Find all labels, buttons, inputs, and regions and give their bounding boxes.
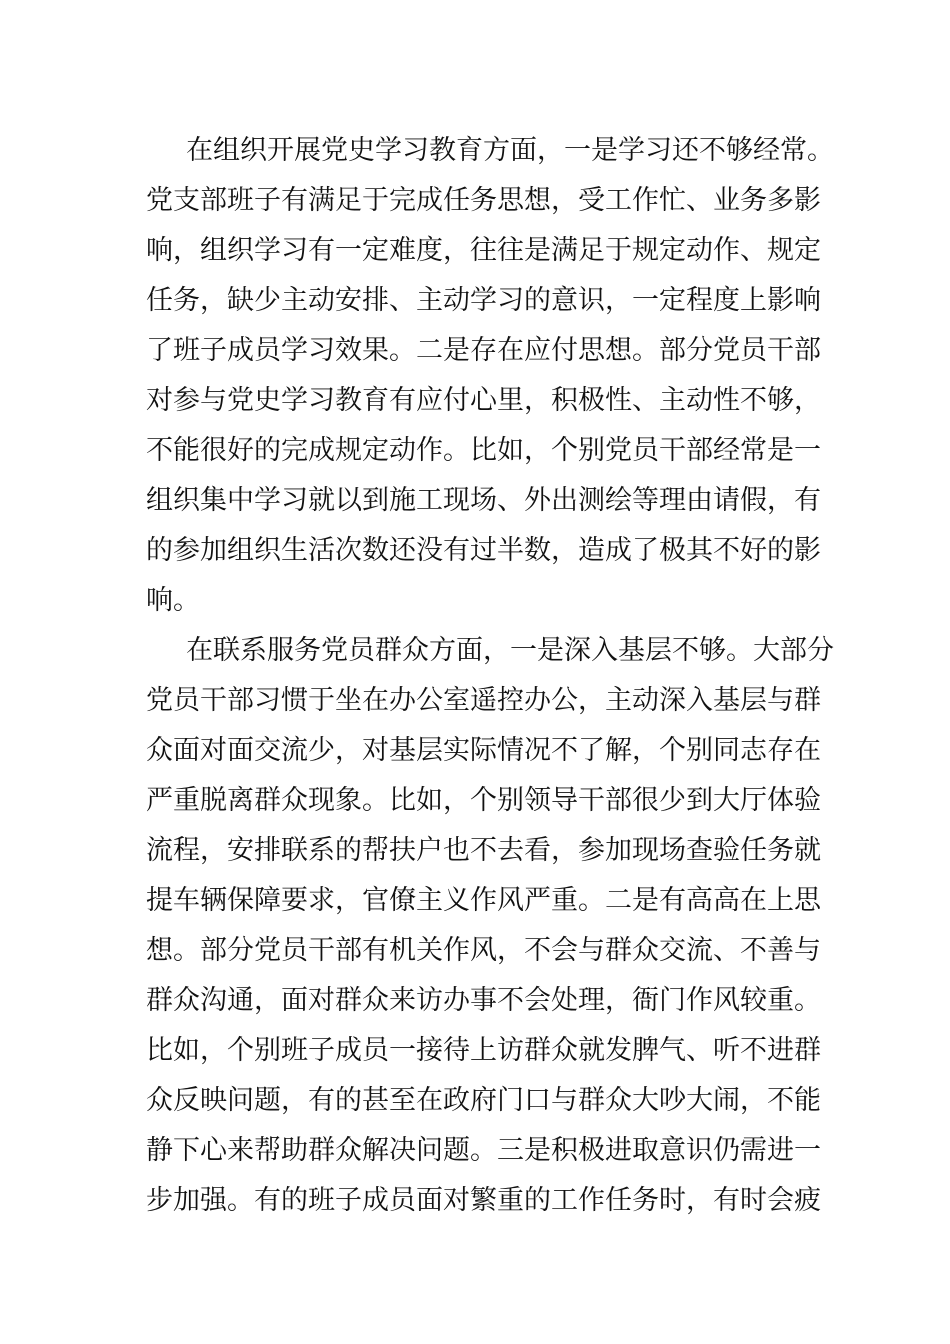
paragraph-2-line-5: 流程，安排联系的帮扶户也不去看，参加现场查验任务就 [146,835,821,866]
paragraph-1-line-8: 组织集中学习就以到施工现场、外出测绘等理由请假，有 [146,485,821,516]
paragraph-2-line-10: 众反映问题，有的甚至在政府门口与群众大吵大闹，不能 [146,1085,821,1116]
paragraph-1-line-4: 任务，缺少主动安排、主动学习的意识，一定程度上影响 [146,285,821,316]
paragraph-2-line-6: 提车辆保障要求，官僚主义作风严重。二是有高高在上思 [146,885,821,916]
paragraph-1-line-10: 响。 [146,585,200,616]
paragraph-2-line-7: 想。部分党员干部有机关作风，不会与群众交流、不善与 [146,935,821,966]
paragraph-2-line-1: 在联系服务党员群众方面，一是深入基层不够。大部分 [186,635,834,666]
paragraph-1-line-6: 对参与党史学习教育有应付心里，积极性、主动性不够， [146,385,821,416]
paragraph-1-line-3: 响，组织学习有一定难度，往往是满足于规定动作、规定 [146,235,821,266]
paragraph-1-line-5: 了班子成员学习效果。二是存在应付思想。部分党员干部 [146,335,821,366]
paragraph-2-line-11: 静下心来帮助群众解决问题。三是积极进取意识仍需进一 [146,1135,821,1166]
paragraph-2-line-12: 步加强。有的班子成员面对繁重的工作任务时，有时会疲 [146,1185,821,1216]
paragraph-2-line-3: 众面对面交流少，对基层实际情况不了解，个别同志存在 [146,735,821,766]
paragraph-2-line-9: 比如，个别班子成员一接待上访群众就发脾气、听不进群 [146,1035,821,1066]
paragraph-2-line-4: 严重脱离群众现象。比如，个别领导干部很少到大厅体验 [146,785,821,816]
paragraph-1-line-7: 不能很好的完成规定动作。比如，个别党员干部经常是一 [146,435,821,466]
paragraph-2-line-8: 群众沟通，面对群众来访办事不会处理，衙门作风较重。 [146,985,821,1016]
paragraph-2-line-2: 党员干部习惯于坐在办公室遥控办公，主动深入基层与群 [146,685,821,716]
paragraph-1-line-1: 在组织开展党史学习教育方面，一是学习还不够经常。 [186,135,834,166]
paragraph-1-line-2: 党支部班子有满足于完成任务思想，受工作忙、业务多影 [146,185,821,216]
paragraph-1-line-9: 的参加组织生活次数还没有过半数，造成了极其不好的影 [146,535,821,566]
